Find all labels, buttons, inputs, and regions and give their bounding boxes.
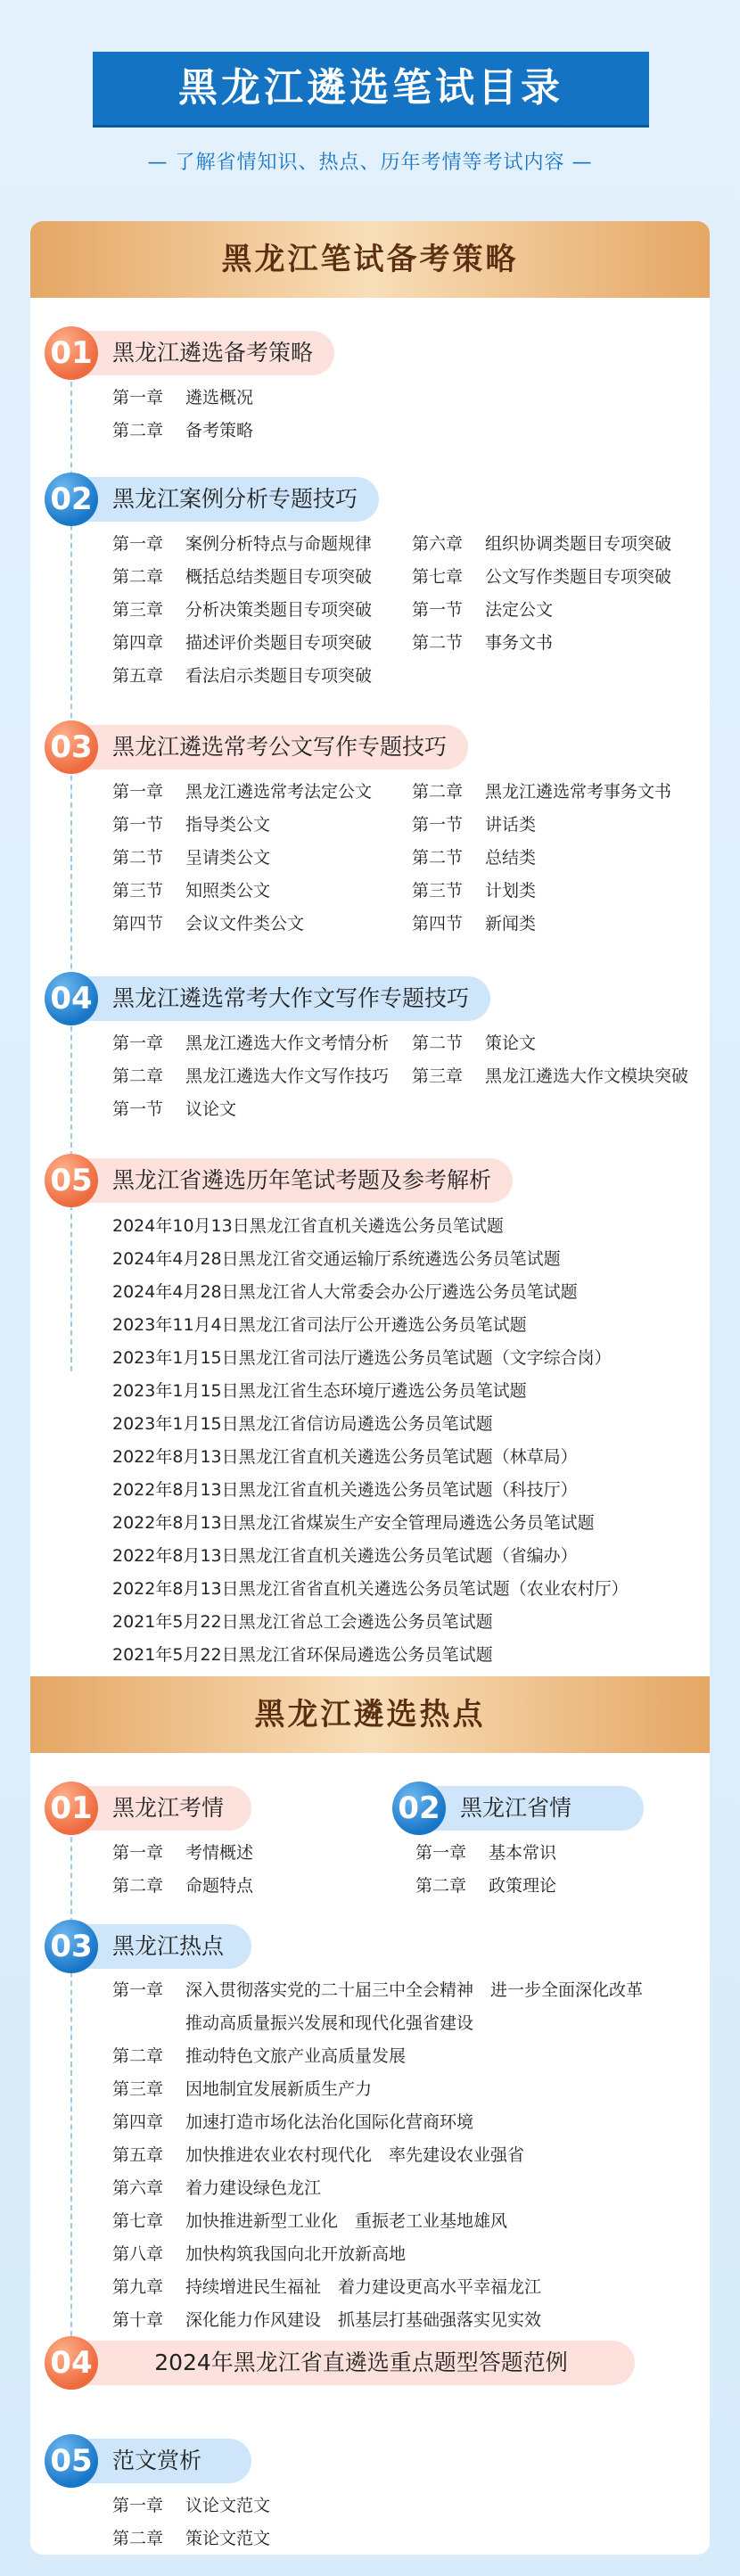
chapter-label: 第一章	[112, 388, 164, 407]
list-item[interactable]	[112, 913, 304, 934]
chapter-title: 加速打造市场化法治化国际化营商环境	[185, 2112, 474, 2132]
chapter-label: 第一章	[112, 1843, 164, 1863]
chapter-label: 第二章	[112, 2046, 164, 2066]
exam-paper-item[interactable]	[112, 1248, 561, 1270]
list-item[interactable]	[412, 1033, 536, 1054]
list-item[interactable]	[412, 847, 536, 868]
chapter-label: 第四节	[112, 914, 164, 934]
chapter-label: 第二章	[112, 2529, 164, 2548]
chapter-title: 深化能力作风建设 抓基层打基础强落实见实效	[185, 2310, 542, 2330]
chapter-title: 案例分析特点与命题规律	[185, 534, 373, 554]
list-item[interactable]	[412, 814, 536, 835]
section-title-exam-situation[interactable]: 黑龙江考情	[73, 1786, 251, 1831]
strategy-card-header: 黑龙江笔试备考策略	[30, 221, 710, 298]
list-item[interactable]	[415, 1875, 556, 1897]
exam-paper-item[interactable]	[112, 1215, 504, 1237]
list-item[interactable]	[112, 599, 372, 621]
list-item[interactable]	[112, 2045, 406, 2067]
chapter-title: 命题特点	[185, 1876, 254, 1896]
chapter-title: 指导类公文	[185, 815, 271, 835]
section-number-badge: 01	[45, 326, 98, 380]
section-number-badge: 04	[45, 2336, 98, 2390]
chapter-title: 分析决策类题目专项突破	[185, 600, 373, 620]
chapter-title: 备考策略	[185, 421, 254, 440]
chapter-label: 第一节	[412, 815, 464, 835]
strategy-card	[30, 221, 710, 1683]
chapter-title: 2023年11月4日黑龙江省司法厅公开遴选公务员笔试题	[112, 1315, 527, 1335]
exam-paper-item[interactable]	[112, 1578, 629, 1600]
chapter-title: 组织协调类题目专项突破	[485, 534, 672, 554]
list-item[interactable]	[112, 1099, 236, 1120]
chapter-title: 议论文范文	[185, 2496, 271, 2515]
exam-paper-item[interactable]	[112, 1314, 527, 1336]
exam-paper-item[interactable]	[112, 1644, 493, 1666]
chapter-label: 第一节	[412, 600, 464, 620]
exam-paper-item[interactable]	[112, 1479, 578, 1501]
chapter-title: 2022年8月13日黑龙江省煤炭生产安全管理局遴选公务员笔试题	[112, 1513, 595, 1533]
list-item[interactable]	[415, 1842, 556, 1864]
chapter-label: 第七章	[412, 567, 464, 587]
list-item[interactable]	[412, 880, 536, 901]
page-title-banner: 黑龙江遴选笔试目录	[93, 52, 649, 125]
chapter-label: 第三节	[412, 881, 464, 901]
list-item[interactable]	[412, 566, 671, 588]
section-title-hotspots[interactable]: 黑龙江热点	[73, 1924, 251, 1969]
chapter-label: 第三章	[112, 2079, 164, 2099]
chapter-title: 深入贯彻落实党的二十届三中全会精神 进一步全面深化改革	[185, 1980, 644, 2000]
chapter-label: 第一章	[112, 1033, 164, 1053]
list-item[interactable]	[112, 566, 372, 588]
chapter-title: 黑龙江遴选大作文考情分析	[185, 1033, 390, 1053]
page-subtitle: — 了解省情知识、热点、历年考情等考试内容 —	[147, 152, 593, 174]
chapter-label: 第九章	[112, 2277, 164, 2297]
chapter-title: 政策理论	[489, 1876, 557, 1896]
chapter-title: 2023年1月15日黑龙江省生态环境厅遴选公务员笔试题	[112, 1381, 527, 1401]
section-title-case-analysis[interactable]: 黑龙江案例分析专题技巧	[73, 477, 379, 522]
timeline-dashline	[70, 1783, 72, 2363]
list-item[interactable]	[112, 1979, 643, 2001]
exam-paper-item[interactable]	[112, 1380, 527, 1402]
chapter-label: 第二章	[112, 421, 164, 440]
list-item[interactable]	[112, 814, 270, 835]
exam-paper-item[interactable]	[112, 1281, 578, 1303]
chapter-title: 2021年5月22日黑龙江省总工会遴选公务员笔试题	[112, 1612, 493, 1632]
list-item[interactable]	[112, 665, 372, 687]
hotspot-card-header: 黑龙江遴选热点	[30, 1676, 710, 1753]
section-number-badge: 04	[45, 972, 98, 1025]
chapter-title: 黑龙江遴选常考事务文书	[485, 782, 672, 802]
chapter-title: 加快构筑我国向北开放新高地	[185, 2244, 407, 2264]
list-item[interactable]	[412, 913, 536, 934]
chapter-title: 议论文	[185, 1099, 237, 1119]
section-title-province-info[interactable]: 黑龙江省情	[421, 1786, 644, 1831]
list-item[interactable]	[112, 2309, 541, 2331]
chapter-title: 加快推进农业农村现代化 率先建设农业强省	[185, 2145, 525, 2165]
chapter-label: 第一章	[415, 1843, 467, 1863]
chapter-title: 2023年1月15日黑龙江省司法厅遴选公务员笔试题（文字综合岗）	[112, 1348, 612, 1368]
chapter-title: 法定公文	[485, 600, 554, 620]
chapter-label: 第二章	[112, 567, 164, 587]
chapter-label: 第一章	[112, 2496, 164, 2515]
chapter-title: 2022年8月13日黑龙江省直机关遴选公务员笔试题（省编办）	[112, 1546, 578, 1566]
chapter-label: 第一节	[112, 815, 164, 835]
chapter-title: 2022年8月13日黑龙江省直机关遴选公务员笔试题（科技厅）	[112, 1480, 578, 1500]
chapter-label: 第四章	[112, 2112, 164, 2132]
list-item[interactable]	[412, 533, 671, 555]
section-number-badge: 05	[45, 2434, 98, 2488]
chapter-label: 第五章	[112, 666, 164, 686]
chapter-title: 黑龙江遴选常考法定公文	[185, 782, 373, 802]
list-item[interactable]	[112, 1066, 389, 1087]
chapter-title: 黑龙江遴选大作文写作技巧	[185, 1066, 390, 1086]
list-item[interactable]	[112, 1842, 253, 1864]
chapter-title: 着力建设绿色龙江	[185, 2178, 322, 2198]
list-item[interactable]	[112, 847, 270, 868]
chapter-title: 讲话类	[485, 815, 537, 835]
chapter-label: 第二节	[412, 848, 464, 868]
chapter-title: 总结类	[485, 848, 537, 868]
section-title-model-essays[interactable]: 范文赏析	[73, 2439, 251, 2483]
chapter-title: 新闻类	[485, 914, 537, 934]
section-number-badge: 01	[45, 1782, 98, 1835]
chapter-title: 描述评价类题目专项突破	[185, 633, 373, 653]
chapter-label: 第八章	[112, 2244, 164, 2264]
list-item[interactable]	[112, 2177, 321, 2199]
chapter-label: 第一章	[112, 534, 164, 554]
hotspot-card	[30, 1676, 710, 2555]
exam-paper-item[interactable]	[112, 1413, 493, 1435]
chapter-label: 第一节	[112, 1099, 164, 1119]
list-item[interactable]	[412, 632, 553, 654]
list-item[interactable]	[112, 533, 372, 555]
chapter-title: 概括总结类题目专项突破	[185, 567, 373, 587]
chapter-title: 2022年8月13日黑龙江省省直机关遴选公务员笔试题（农业农村厅）	[112, 1579, 629, 1599]
chapter-label: 第四章	[112, 633, 164, 653]
chapter-title: 计划类	[485, 881, 537, 901]
chapter-label: 第三节	[112, 881, 164, 901]
chapter-label: 第二章	[415, 1876, 467, 1896]
section-title-strategy[interactable]: 黑龙江遴选备考策略	[73, 331, 334, 375]
chapter-label: 第一章	[112, 782, 164, 802]
chapter-title: 2023年1月15日黑龙江省信访局遴选公务员笔试题	[112, 1414, 493, 1434]
list-item[interactable]	[112, 2243, 406, 2265]
chapter-title: 基本常识	[489, 1843, 557, 1863]
chapter-title: 呈请类公文	[185, 848, 271, 868]
chapter-title: 2024年4月28日黑龙江省交通运输厅系统遴选公务员笔试题	[112, 1249, 561, 1269]
chapter-title: 知照类公文	[185, 881, 271, 901]
section-title-essay[interactable]: 黑龙江遴选常考大作文写作专题技巧	[73, 976, 490, 1021]
exam-paper-item[interactable]	[112, 1512, 595, 1534]
section-title-answer-examples[interactable]: 2024年黑龙江省直遴选重点题型答题范例	[73, 2341, 635, 2385]
exam-paper-item[interactable]	[112, 1545, 578, 1567]
list-item[interactable]	[112, 632, 372, 654]
list-item[interactable]	[112, 2495, 270, 2516]
list-item[interactable]	[112, 2012, 473, 2034]
chapter-title: 2024年10月13日黑龙江省直机关遴选公务员笔试题	[112, 1216, 504, 1236]
list-item[interactable]	[412, 599, 553, 621]
chapter-title: 推动高质量振兴发展和现代化强省建设	[185, 2013, 474, 2033]
chapter-label: 第一章	[112, 1980, 164, 2000]
section-title-past-exams[interactable]: 黑龙江省遴选历年笔试考题及参考解析	[73, 1158, 513, 1203]
chapter-label: 第二章	[412, 782, 464, 802]
chapter-title: 策论文范文	[185, 2529, 271, 2548]
chapter-label: 第二章	[112, 1066, 164, 1086]
exam-paper-item[interactable]	[112, 1446, 578, 1468]
chapter-title: 策论文	[485, 1033, 537, 1053]
chapter-label: 第三章	[412, 1066, 464, 1086]
section-number-badge: 02	[45, 473, 98, 526]
list-item[interactable]	[112, 2078, 372, 2100]
chapter-title: 2021年5月22日黑龙江省环保局遴选公务员笔试题	[112, 1645, 493, 1665]
chapter-label: 第六章	[112, 2178, 164, 2198]
list-item[interactable]	[112, 2210, 507, 2232]
exam-paper-item[interactable]	[112, 1347, 612, 1369]
chapter-title: 加快推进新型工业化 重振老工业基地雄风	[185, 2211, 508, 2231]
list-item[interactable]	[112, 1033, 389, 1054]
section-number-badge: 05	[45, 1154, 98, 1207]
list-item[interactable]	[112, 387, 253, 408]
chapter-title: 会议文件类公文	[185, 914, 305, 934]
chapter-title: 看法启示类题目专项突破	[185, 666, 373, 686]
chapter-title: 因地制宜发展新质生产力	[185, 2079, 373, 2099]
chapter-title: 事务文书	[485, 633, 554, 653]
chapter-title: 考情概述	[185, 1843, 254, 1863]
exam-paper-item[interactable]	[112, 1611, 493, 1633]
section-number-badge: 02	[392, 1782, 446, 1835]
list-item[interactable]	[112, 420, 253, 441]
chapter-label: 第六章	[412, 534, 464, 554]
chapter-label: 第二节	[412, 633, 464, 653]
chapter-title: 推动特色文旅产业高质量发展	[185, 2046, 407, 2066]
chapter-label: 第七章	[112, 2211, 164, 2231]
section-number-badge: 03	[45, 1920, 98, 1973]
list-item[interactable]	[112, 781, 372, 802]
list-item[interactable]	[412, 781, 671, 802]
chapter-title: 持续增进民生福祉 着力建设更高水平幸福龙江	[185, 2277, 542, 2297]
list-item[interactable]	[112, 2111, 473, 2133]
chapter-title: 遴选概况	[185, 388, 254, 407]
chapter-title: 2024年4月28日黑龙江省人大常委会办公厅遴选公务员笔试题	[112, 1282, 578, 1302]
chapter-title: 2022年8月13日黑龙江省直机关遴选公务员笔试题（林草局）	[112, 1447, 578, 1467]
section-number-badge: 03	[45, 720, 98, 774]
list-item[interactable]	[112, 2528, 270, 2549]
section-title-official-docs[interactable]: 黑龙江遴选常考公文写作专题技巧	[73, 725, 468, 770]
list-item[interactable]	[412, 1066, 688, 1087]
chapter-label: 第二节	[412, 1033, 464, 1053]
list-item[interactable]	[112, 1875, 253, 1897]
list-item[interactable]	[112, 880, 270, 901]
chapter-label: 第二节	[112, 848, 164, 868]
chapter-label: 第二章	[112, 1876, 164, 1896]
chapter-label: 第十章	[112, 2310, 164, 2330]
chapter-label: 第四节	[412, 914, 464, 934]
list-item[interactable]	[112, 2276, 541, 2298]
list-item[interactable]	[112, 2144, 524, 2166]
chapter-title: 公文写作类题目专项突破	[485, 567, 672, 587]
chapter-label: 第三章	[112, 600, 164, 620]
chapter-label: 第五章	[112, 2145, 164, 2165]
chapter-title: 黑龙江遴选大作文模块突破	[485, 1066, 689, 1086]
